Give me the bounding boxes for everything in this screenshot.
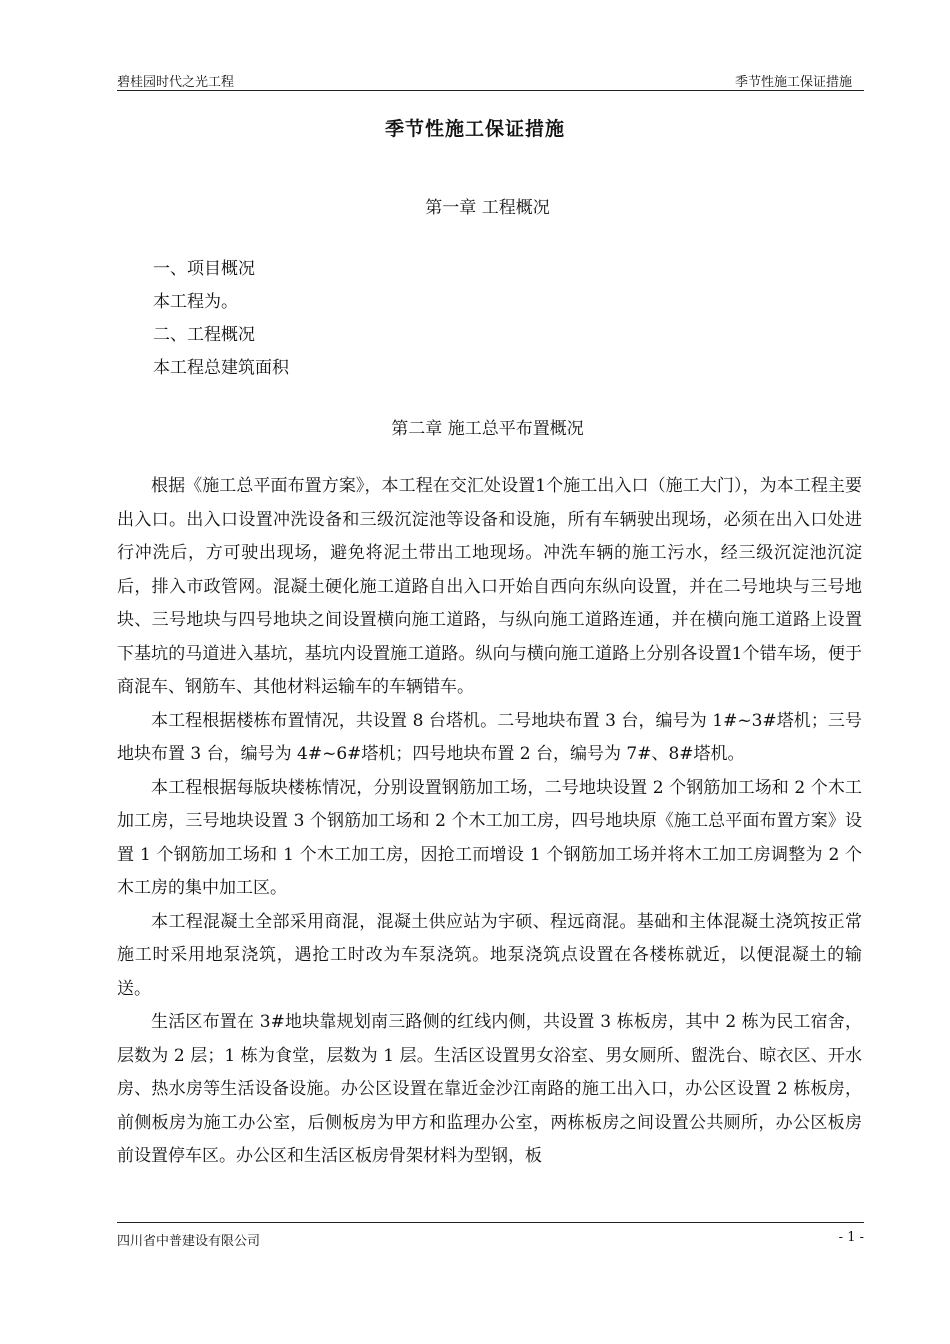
floor-area-text: 本工程总建筑面积 [153, 358, 289, 378]
page-number: - 1 - [838, 1230, 864, 1245]
page-footer [117, 1222, 864, 1249]
section-project-overview-heading: 一、项目概况 [153, 259, 255, 279]
chapter-2-body [117, 470, 862, 1174]
footer-company-name: 四川省中普建设有限公司 [117, 1234, 261, 1249]
chapter-2-heading: 第二章 施工总平布置概况 [391, 419, 584, 439]
paragraph-site-access: 根据《施工总平面布置方案》，本工程在交汇处设置1个施工出入口（施工大门），为本工程主要出入口。出入口设置冲洗设备和三级沉淀池等设备和设施，所有车辆驶出现场，必须在出入口处进行冲洗后，方可驶出现场，避免将泥土带出工地现场。冲洗车辆的施工污水，经三级沉淀池沉淀后，排入市政管网。混凝土硬化施工道路自出入口开始自西向东纵向设置，并在二号地块与三号地块、三号地块与四号地块之间设置横向施工道路，与纵向施工道路连通，并在横向施工道路上设置下基坑的马道进入基坑，基坑内设置施工道路。纵向与横向施工道路上分别各设置1个错车场，便于商混车、钢筋车、其他材料运输车的车辆错车。 [117, 476, 862, 697]
document-title: 季节性施工保证措施 [384, 118, 565, 140]
paragraph-processing-yards: 本工程根据每版块楼栋情况，分别设置钢筋加工场，二号地块设置 2 个钢筋加工场和 2 个木工加工房，三号地块设置 3 个钢筋加工场和 2 个木工加工房，四号地块原《施工总平面布置方案》设置 1 个钢筋加工场和 1 个木工加工房，因抢工而增设 1 个钢筋加工场并将木工加工房调整为 2 个木工房的集中加工区。 [117, 777, 862, 898]
page-header [117, 68, 864, 91]
paragraph-concrete-supply: 本工程混凝土全部采用商混，混凝土供应站为宇硕、程远商混。基础和主体混凝土浇筑按正常施工时采用地泵浇筑，遇抢工时改为车泵浇筑。地泵浇筑点设置在各楼栋就近，以便混凝土的输送。 [117, 911, 862, 999]
paragraph-living-office-area: 生活区布置在 3#地块靠规划南三路侧的红线内侧，共设置 3 栋板房，其中 2 栋为民工宿舍，层数为 2 层；1 栋为食堂，层数为 1 层。生活区设置男女浴室、男女厕所、盥洗台、晾衣区、开水房、热水房等生活设备设施。办公区设置在靠近金沙江南路的施工出入口，办公区设置 2 栋板房，前侧板房为施工办公室，后侧板房为甲方和监理办公室，两栋板房之间设置公共厕所，办公区板房前设置停车区。办公区和生活区板房骨架材料为型钢，板 [117, 1012, 862, 1166]
header-document-title: 季节性施工保证措施 [734, 75, 852, 90]
section-engineering-overview-heading: 二、工程概况 [153, 325, 255, 345]
header-project-name: 碧桂园时代之光工程 [117, 75, 235, 90]
chapter-1-heading: 第一章 工程概况 [425, 198, 550, 218]
project-description-text: 本工程为。 [153, 292, 238, 312]
paragraph-tower-cranes: 本工程根据楼栋布置情况，共设置 8 台塔机。二号地块布置 3 台，编号为 1#~3#塔机；三号地块布置 3 台，编号为 4#~6#塔机；四号地块布置 2 台，编号为 7#、8#塔机。 [117, 710, 862, 764]
